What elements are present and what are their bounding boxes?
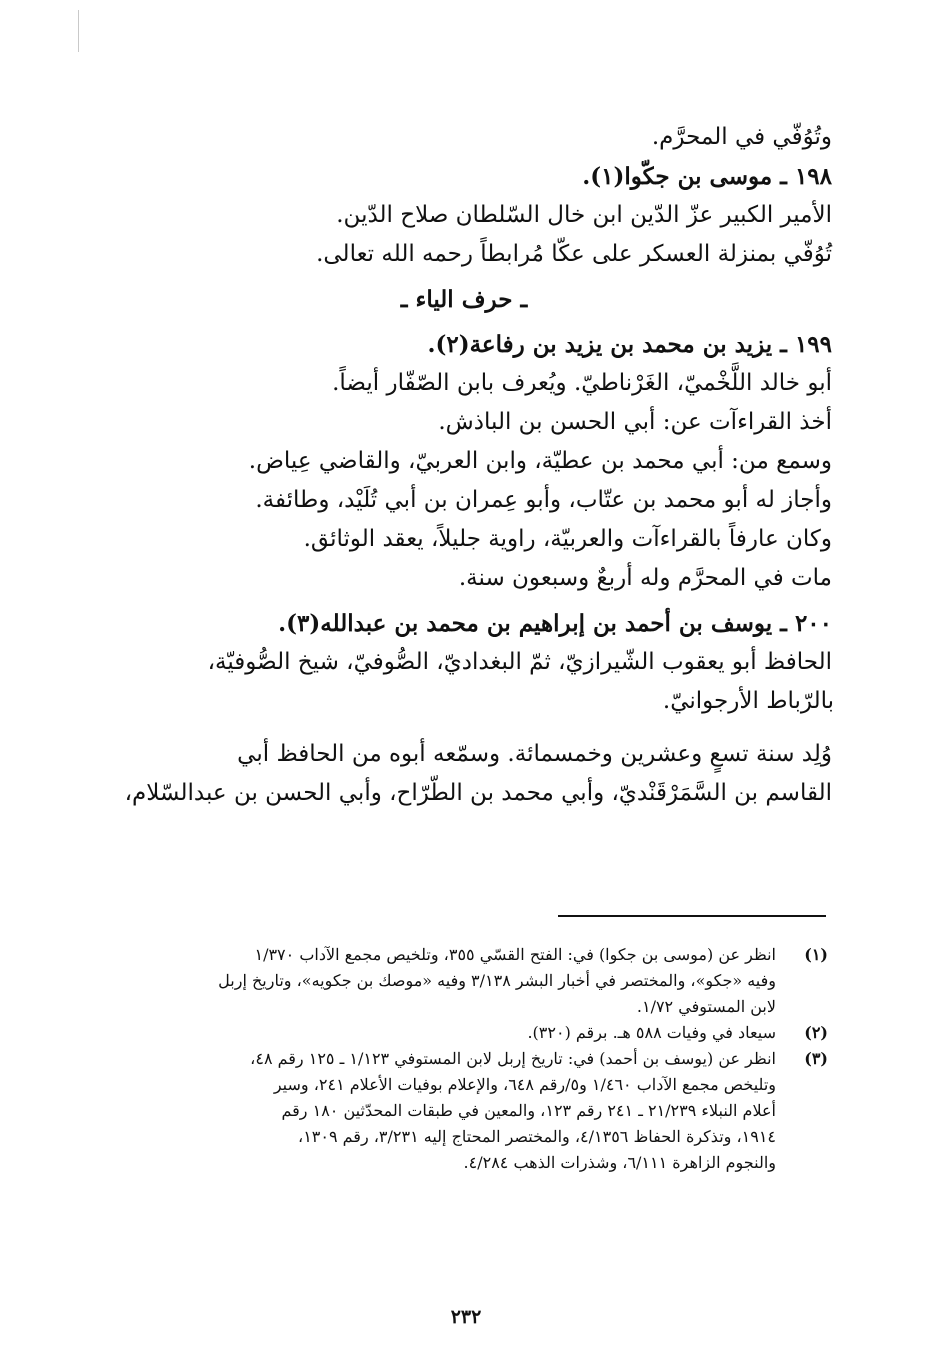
footnote-line: ١٩١٤، وتذكرة الحفاظ ٤/١٣٥٦، والمختصر المحتاج إليه ٣/٢٣١، رقم ١٣٠٩، [298,1127,776,1146]
footnote-line: لابن المستوفي ١/٧٢. [636,997,776,1016]
text-line: أخذ القراءآت عن: أبي الحسن بن الباذش. [438,409,832,435]
footnotes [96,942,828,1176]
scan-edge-mark [78,10,79,52]
footnote-number: (٣) [804,1049,828,1068]
text-line: أبو خالد اللَّخْميّ، الغَرْناطيّ. ويُعرف بابن الصّفّار أيضاً. [332,370,832,396]
text-line: مات في المحرَّم وله أربعٌ وسبعون سنة. [458,565,832,591]
footnote-line: انظر عن (يوسف بن أحمد) في: تاريخ إربل لابن المستوفي ١/١٢٣ ـ ١٢٥ رقم ٤٨، [250,1049,776,1068]
section-heading: ـ حرف الياء ـ [400,286,528,313]
text-line: الأمير الكبير عزّ الدّين ابن خال السّلطان صلاح الدّين. [336,202,832,228]
footnote-line: أعلام النبلاء ٢١/٢٣٩ ـ ٢٤١ رقم ١٢٣، والمعين في طبقات المحدّثين ١٨٠ رقم [281,1101,776,1120]
text-line: الحافظ أبو يعقوب الشّيرازيّ، ثمّ البغداديّ، الصُّوفيّ، شيخ الصُّوفيّة، [207,649,832,675]
footnote-line: والنجوم الزاهرة ٦/١١١، وشذرات الذهب ٤/٢٨٤. [463,1153,776,1172]
footnote-line: سيعاد في وفيات ٥٨٨ هـ. برقم (٣٢٠). [527,1023,776,1042]
footnote-1 [96,942,828,1020]
entry-198-heading: ١٩٨ ـ موسى بن جكّوا(١). [582,163,832,190]
footnote-separator [558,915,826,917]
entry-200-heading: ٢٠٠ ـ يوسف بن أحمد بن إبراهيم بن محمد بن عبدالله(٣). [278,610,832,637]
text-line: وكان عارفاً بالقراءآت والعربيّة، راوية جليلاً، يعقد الوثائق. [303,526,832,552]
text-line: بالرّباط الأرجوانيّ. [662,688,834,714]
text-line: وُلِد سنة تسعٍ وعشرين وخمسمائة. وسمّعه أبوه من الحافظ أبي [237,741,832,767]
footnote-line: انظر عن (موسى بن جكوا) في: الفتح القسّي ٣٥٥، وتلخيص مجمع الآداب ١/٣٧٠ [254,945,776,964]
entry-199-heading: ١٩٩ ـ يزيد بن محمد بن يزيد بن رفاعة(٢). [427,331,832,358]
footnote-line: وتليخص مجمع الآداب ١/٤٦٠ و٥/رقم ٦٤٨، والإعلام بوفيات الأعلام ٢٤١، وسير [273,1075,776,1094]
page-number: ٢٣٢ [450,1306,482,1328]
text-line: وتُوُفّي في المحرَّم. [651,124,832,150]
footnote-number: (١) [804,945,828,964]
footnote-2 [96,1020,828,1046]
text-line: وأجاز له أبو محمد بن عتّاب، وأبو عِمران بن أبي تُلَيْد، وطائفة. [255,487,832,513]
main-text [96,118,832,813]
text-line: القاسم بن السَّمَرْقَنْديّ، وأبي محمد بن الطّرّاح، وأبي الحسن بن عبدالسّلام، [124,780,832,806]
footnote-line: وفيه «جكو»، والمختصر في أخبار البشر ٣/١٣٨ وفيه «موصك بن جكويه»، وتاريخ إربل [218,971,776,990]
text-line: تُوُفّي بمنزلة العسكر على عكّا مُرابطاً رحمه الله تعالى. [316,241,832,267]
footnote-number: (٢) [804,1023,828,1042]
footnote-3 [96,1046,828,1176]
text-line: وسمع من: أبي محمد بن عطيّة، وابن العربيّ، والقاضي عِياض. [248,448,832,474]
